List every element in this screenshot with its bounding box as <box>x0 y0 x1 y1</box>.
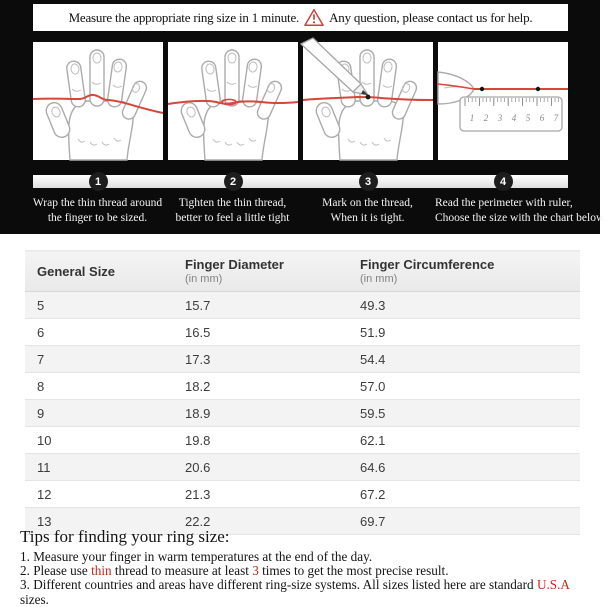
header-banner <box>33 4 568 31</box>
table-row: 9 18.9 59.5 <box>25 400 580 427</box>
table-row: 10 19.8 62.1 <box>25 427 580 454</box>
hand-wrap-thread-image <box>33 42 163 160</box>
table-row: 12 21.3 67.2 <box>25 481 580 508</box>
tip-3: 3. Different countries and areas have different ring-size systems. All sizes listed here are standard U.S.A sizes. <box>20 577 570 607</box>
tips-section <box>20 527 592 607</box>
table-row: 11 20.6 64.6 <box>25 454 580 481</box>
table-row: 7 17.3 54.4 <box>25 346 580 373</box>
ring-size-table-wrap <box>25 250 580 535</box>
instructions-section <box>0 0 606 234</box>
warning-triangle-icon <box>304 8 324 27</box>
col-finger-diameter: Finger Diameter (in mm) <box>173 251 348 292</box>
step-4-caption: Read the perimeter with ruler, Choose the size with the chart below. <box>435 197 606 224</box>
step-1-caption: Wrap the thin thread around the finger to be sized. <box>32 197 163 224</box>
svg-text:3: 3 <box>497 113 503 123</box>
col-general-size: General Size <box>25 251 173 292</box>
tip-2: 2. Please use thin thread to measure at least 3 times to get the most precise result. <box>20 563 449 579</box>
table-row: 8 18.2 57.0 <box>25 373 580 400</box>
svg-text:1: 1 <box>469 113 475 123</box>
table-row: 5 15.7 49.3 <box>25 292 580 319</box>
hand-tighten-thread-image <box>168 42 298 160</box>
step-2-caption: Tighten the thin thread, better to feel a little tight <box>175 197 290 224</box>
step-4-badge: 4 <box>494 172 513 191</box>
tip-3-highlight-usa: U.S.A <box>536 577 570 593</box>
step-2-illustration <box>168 42 298 160</box>
table-row: 6 16.5 51.9 <box>25 319 580 346</box>
step-3-caption: Mark on the thread, When it is tight. <box>322 197 413 224</box>
ruler-measure-image <box>438 42 568 160</box>
tip-1: 1. Measure your finger in warm temperatures at the end of the day. <box>20 549 373 564</box>
step-3-badge: 3 <box>359 172 378 191</box>
step-illustrations <box>33 42 568 160</box>
header-text-before: Measure the appropriate ring size in 1 minute. <box>68 9 300 25</box>
step-4-illustration <box>438 42 568 160</box>
tip-2-highlight-thin: thin <box>91 563 112 579</box>
col-finger-diameter-unit: (in mm) <box>185 273 223 285</box>
col-finger-circumference: Finger Circumference (in mm) <box>348 251 580 292</box>
step-progress-track <box>33 175 568 188</box>
table-row: 13 22.2 69.7 <box>25 508 580 535</box>
step-3-illustration <box>303 42 433 160</box>
ring-size-table <box>25 250 580 535</box>
hand-mark-thread-image <box>303 42 433 160</box>
header-text-after: Any question, please contact us for help. <box>329 9 533 25</box>
svg-text:2: 2 <box>483 113 489 123</box>
step-1-badge: 1 <box>89 172 108 191</box>
step-captions <box>30 196 606 226</box>
step-1-illustration <box>33 42 163 160</box>
tips-title: Tips for finding your ring size: <box>20 527 230 546</box>
svg-text:4: 4 <box>511 113 517 123</box>
step-2-badge: 2 <box>224 172 243 191</box>
table-header-row <box>25 251 580 292</box>
tip-2-highlight-3: 3 <box>252 563 259 579</box>
svg-text:7: 7 <box>553 113 559 123</box>
col-finger-circumference-unit: (in mm) <box>360 273 398 285</box>
svg-text:5: 5 <box>525 113 531 123</box>
svg-text:6: 6 <box>539 113 545 123</box>
